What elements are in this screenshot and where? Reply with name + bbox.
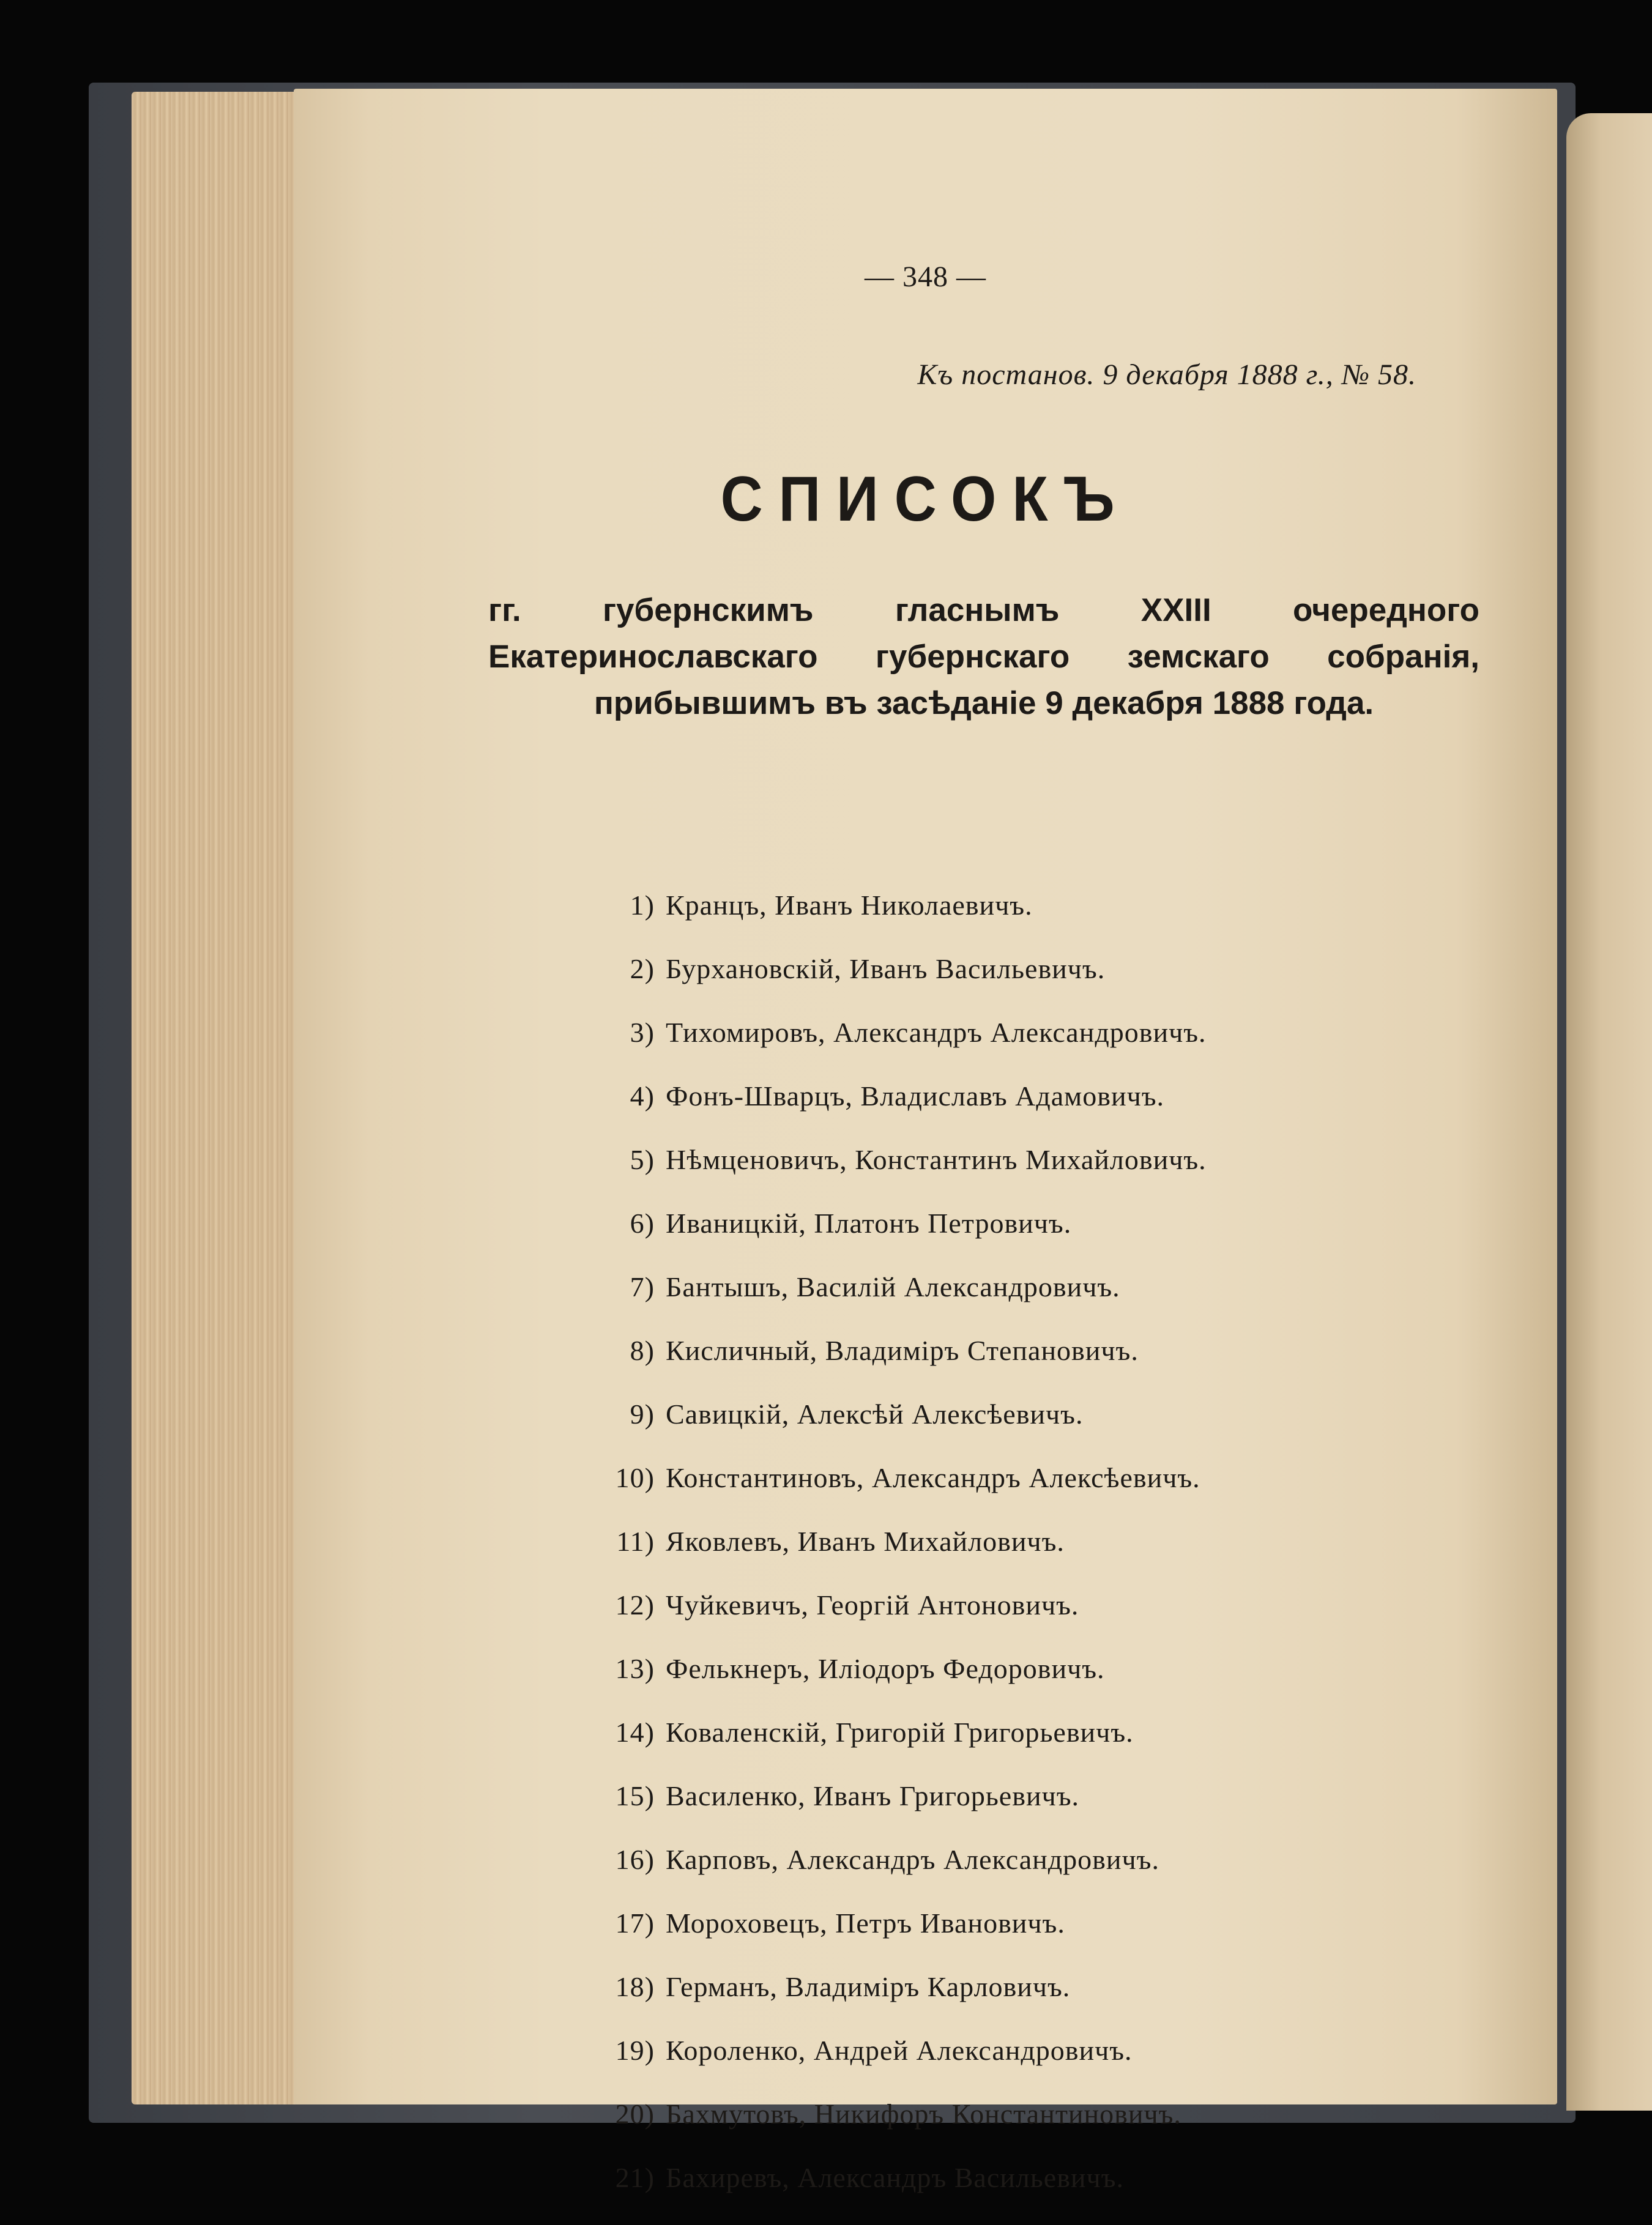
list-item (581, 2034, 1499, 2098)
item-number: 20) (615, 2098, 655, 2130)
page-edges (132, 92, 315, 2104)
list-item (581, 1652, 1499, 1716)
list-item (581, 1143, 1499, 1207)
item-name: Яковлевъ, Иванъ Михайловичъ. (666, 1526, 1065, 1557)
item-number: 18) (615, 1971, 655, 2002)
item-number: 12) (615, 1589, 655, 1621)
list-item (581, 1589, 1499, 1652)
item-name: Чуйкевичъ, Георгій Антоновичъ. (666, 1589, 1079, 1621)
resolution-reference: Къ постанов. 9 декабря 1888 г., № 58. (917, 358, 1416, 391)
item-name: Бахмутовъ, Никифоръ Константиновичъ. (666, 2098, 1181, 2130)
item-number: 5) (630, 1144, 655, 1175)
item-name: Бантышъ, Василій Александровичъ. (666, 1271, 1120, 1302)
list-item (581, 1525, 1499, 1589)
item-name: Кранцъ, Иванъ Николаевичъ. (666, 890, 1033, 921)
list-item (581, 1907, 1499, 1971)
item-number: 6) (630, 1208, 655, 1239)
list-item (581, 889, 1499, 953)
list-item (581, 1780, 1499, 1843)
item-name: Коваленскій, Григорій Григорьевичъ. (666, 1717, 1134, 1748)
item-name: Карповъ, Александръ Александровичъ. (666, 1844, 1159, 1875)
item-number: 10) (615, 1462, 655, 1493)
list-item (581, 1207, 1499, 1271)
item-number: 17) (615, 1907, 655, 1939)
list-item (581, 2098, 1499, 2161)
attendee-list (581, 889, 1499, 2225)
list-item (581, 1398, 1499, 1462)
item-number: 14) (615, 1717, 655, 1748)
page-number: — 348 — (865, 261, 986, 293)
item-number: 8) (630, 1335, 655, 1366)
facing-page-edge (1566, 113, 1652, 2111)
item-name: Бахиревъ, Александръ Васильевичъ. (666, 2162, 1124, 2193)
item-name: Германъ, Владиміръ Карловичъ. (666, 1971, 1071, 2002)
item-number: 13) (615, 1653, 655, 1684)
item-name: Мороховецъ, Петръ Ивановичъ. (666, 1907, 1065, 1939)
item-number: 15) (615, 1780, 655, 1811)
item-name: Иваницкій, Платонъ Петровичъ. (666, 1208, 1072, 1239)
list-item (581, 953, 1499, 1016)
list-item (581, 1843, 1499, 1907)
list-item (581, 1462, 1499, 1525)
item-name: Нѣмценовичъ, Константинъ Михайловичъ. (666, 1144, 1207, 1175)
item-number: 2) (630, 953, 655, 984)
list-item (581, 1080, 1499, 1143)
item-number: 1) (630, 890, 655, 921)
document-subtitle: гг. губернскимъ гласнымъ XXIII очередного Екатеринославскаго губернскаго земскаго собранія, прибывшимъ въ засѣданіе 9 декабря 1888 года. (488, 592, 1479, 721)
item-name: Фелькнеръ, Иліодоръ Федоровичъ. (666, 1653, 1105, 1684)
document-title: СПИСОКЪ (720, 464, 1131, 535)
page-content (294, 89, 1557, 2193)
item-name: Василенко, Иванъ Григорьевичъ. (666, 1780, 1079, 1811)
item-name: Фонъ-Шварцъ, Владиславъ Адамовичъ. (666, 1080, 1165, 1112)
item-number: 4) (630, 1080, 655, 1112)
item-number: 16) (615, 1844, 655, 1875)
item-number: 9) (630, 1399, 655, 1430)
item-name: Кисличный, Владиміръ Степановичъ. (666, 1335, 1139, 1366)
list-item (581, 1271, 1499, 1334)
list-item (581, 1716, 1499, 1780)
item-name: Короленко, Андрей Александровичъ. (666, 2035, 1133, 2066)
item-number: 21) (615, 2162, 655, 2193)
list-item (581, 2161, 1499, 2225)
item-number: 3) (630, 1017, 655, 1048)
item-name: Тихомировъ, Александръ Александровичъ. (666, 1017, 1207, 1048)
list-item (581, 1016, 1499, 1080)
item-name: Константиновъ, Александръ Алексѣевичъ. (666, 1462, 1200, 1493)
item-name: Бурхановскій, Иванъ Васильевичъ. (666, 953, 1106, 984)
item-number: 11) (616, 1526, 655, 1557)
item-number: 7) (630, 1271, 655, 1302)
item-number: 19) (615, 2035, 655, 2066)
item-name: Савицкій, Алексѣй Алексѣевичъ. (666, 1399, 1084, 1430)
list-item (581, 1971, 1499, 2034)
list-item (581, 1334, 1499, 1398)
